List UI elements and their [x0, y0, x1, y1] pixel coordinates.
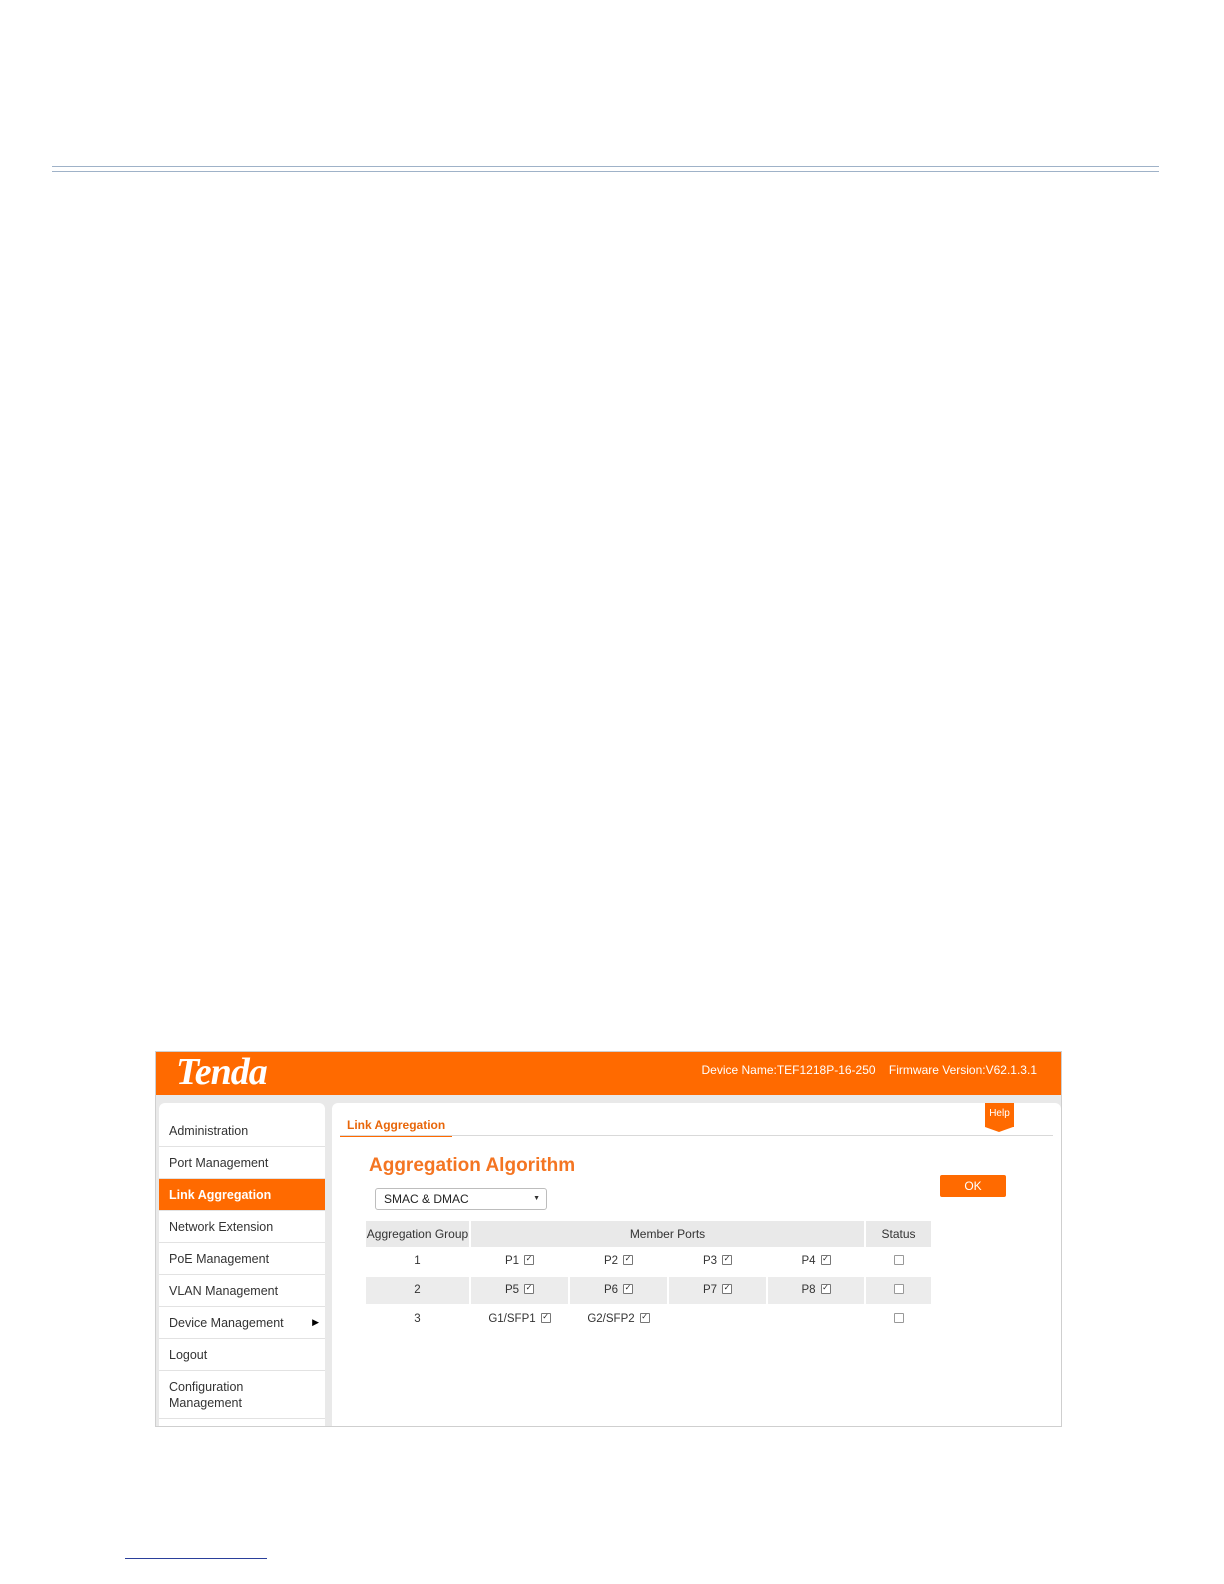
- port-label: G2/SFP2: [587, 1313, 635, 1325]
- sidebar-item-label: Logout: [169, 1347, 208, 1362]
- port-cell: [471, 1248, 568, 1275]
- main-panel: [332, 1103, 1061, 1427]
- status-checkbox[interactable]: [894, 1284, 904, 1294]
- tab-divider: [340, 1135, 1053, 1136]
- port-checkbox[interactable]: [821, 1255, 831, 1265]
- header-status: Status: [881, 1227, 916, 1241]
- port-cell: [669, 1277, 766, 1304]
- sidebar-item-poe-management[interactable]: [159, 1243, 325, 1275]
- sidebar-item-vlan-management[interactable]: [159, 1275, 325, 1307]
- footer-link-underline[interactable]: [125, 1558, 267, 1559]
- port-label: G1/SFP1: [488, 1313, 536, 1325]
- table-row: [366, 1276, 931, 1305]
- tab-link-aggregation[interactable]: Link Aggregation: [340, 1118, 452, 1137]
- sidebar-item-network-extension[interactable]: [159, 1211, 325, 1243]
- port-checkbox[interactable]: [524, 1284, 534, 1294]
- port-label: P1: [504, 1255, 520, 1267]
- port-checkbox[interactable]: [623, 1284, 633, 1294]
- chevron-down-icon: ▼: [533, 1195, 540, 1202]
- caret-right-icon: ▶: [312, 1317, 319, 1327]
- firmware-version: Firmware Version:V62.1.3.1: [888, 1063, 1037, 1077]
- port-label: P6: [603, 1284, 619, 1296]
- group-id: 2: [366, 1277, 469, 1304]
- tenda-logo[interactable]: Tenda: [176, 1051, 267, 1093]
- top-bar: [156, 1052, 1061, 1095]
- header-rule-bottom: [52, 171, 1159, 172]
- sidebar-item-administration[interactable]: [159, 1103, 325, 1147]
- sidebar-item-link-aggregation[interactable]: [159, 1179, 325, 1211]
- table-row: [366, 1247, 931, 1276]
- sidebar-item-label: PoE Management: [169, 1251, 270, 1266]
- header-member-ports: Member Ports: [629, 1227, 706, 1241]
- sidebar-item-label: Configuration Management: [169, 1379, 244, 1410]
- group-id: 1: [414, 1255, 421, 1267]
- port-checkbox[interactable]: [722, 1255, 732, 1265]
- sidebar-item-port-management[interactable]: [159, 1147, 325, 1179]
- section-title: Aggregation Algorithm: [369, 1155, 576, 1176]
- sidebar-item-logout[interactable]: [159, 1339, 325, 1371]
- port-checkbox[interactable]: [541, 1313, 551, 1323]
- port-label: P4: [801, 1255, 816, 1267]
- header-rule-top: [52, 166, 1159, 167]
- port-checkbox[interactable]: [640, 1313, 650, 1323]
- status-cell: [866, 1277, 931, 1304]
- port-checkbox[interactable]: [524, 1255, 534, 1265]
- status-cell: [866, 1306, 931, 1333]
- ok-button[interactable]: OK: [940, 1175, 1006, 1197]
- sidebar-item-label: Device Management: [169, 1315, 284, 1330]
- table-header: [366, 1221, 931, 1247]
- sidebar-item-configuration-management[interactable]: [159, 1371, 325, 1419]
- port-cell: [768, 1248, 864, 1275]
- device-name: Device Name:TEF1218P-16-250: [701, 1063, 876, 1077]
- sidebar-item-label: Link Aggregation: [169, 1187, 272, 1202]
- port-cell: [669, 1248, 766, 1275]
- port-label: P5: [504, 1284, 520, 1296]
- sidebar-item-label: Network Extension: [169, 1219, 274, 1234]
- header-aggregation-group: Aggregation Group: [366, 1227, 469, 1241]
- aggregation-table: [366, 1221, 931, 1334]
- port-cell: [471, 1306, 568, 1333]
- port-cell: [570, 1277, 667, 1304]
- sidebar-item-label: VLAN Management: [169, 1283, 279, 1298]
- screenshot-frame: [155, 1051, 1062, 1427]
- port-label: P8: [801, 1284, 816, 1296]
- status-checkbox[interactable]: [894, 1313, 904, 1323]
- help-button[interactable]: Help: [985, 1103, 1014, 1127]
- port-label: P2: [603, 1255, 619, 1267]
- port-cell: [570, 1248, 667, 1275]
- table-row: [366, 1305, 931, 1334]
- algorithm-select-value: SMAC & DMAC: [384, 1192, 469, 1206]
- status-cell: [866, 1248, 931, 1275]
- status-checkbox[interactable]: [894, 1255, 904, 1265]
- group-id: 3: [414, 1313, 421, 1325]
- port-label: P7: [702, 1284, 718, 1296]
- sidebar-item-label: Administration: [169, 1123, 249, 1138]
- device-info: [691, 1063, 1037, 1077]
- sidebar-item-device-management[interactable]: [159, 1307, 325, 1339]
- port-label: P3: [702, 1255, 718, 1267]
- port-cell: [570, 1306, 667, 1333]
- algorithm-select[interactable]: [375, 1188, 547, 1210]
- port-checkbox[interactable]: [623, 1255, 633, 1265]
- sidebar: [159, 1103, 325, 1427]
- port-cell: [768, 1277, 864, 1304]
- port-cell: [471, 1277, 568, 1304]
- port-checkbox[interactable]: [821, 1284, 831, 1294]
- port-checkbox[interactable]: [722, 1284, 732, 1294]
- sidebar-item-label: Port Management: [169, 1155, 269, 1170]
